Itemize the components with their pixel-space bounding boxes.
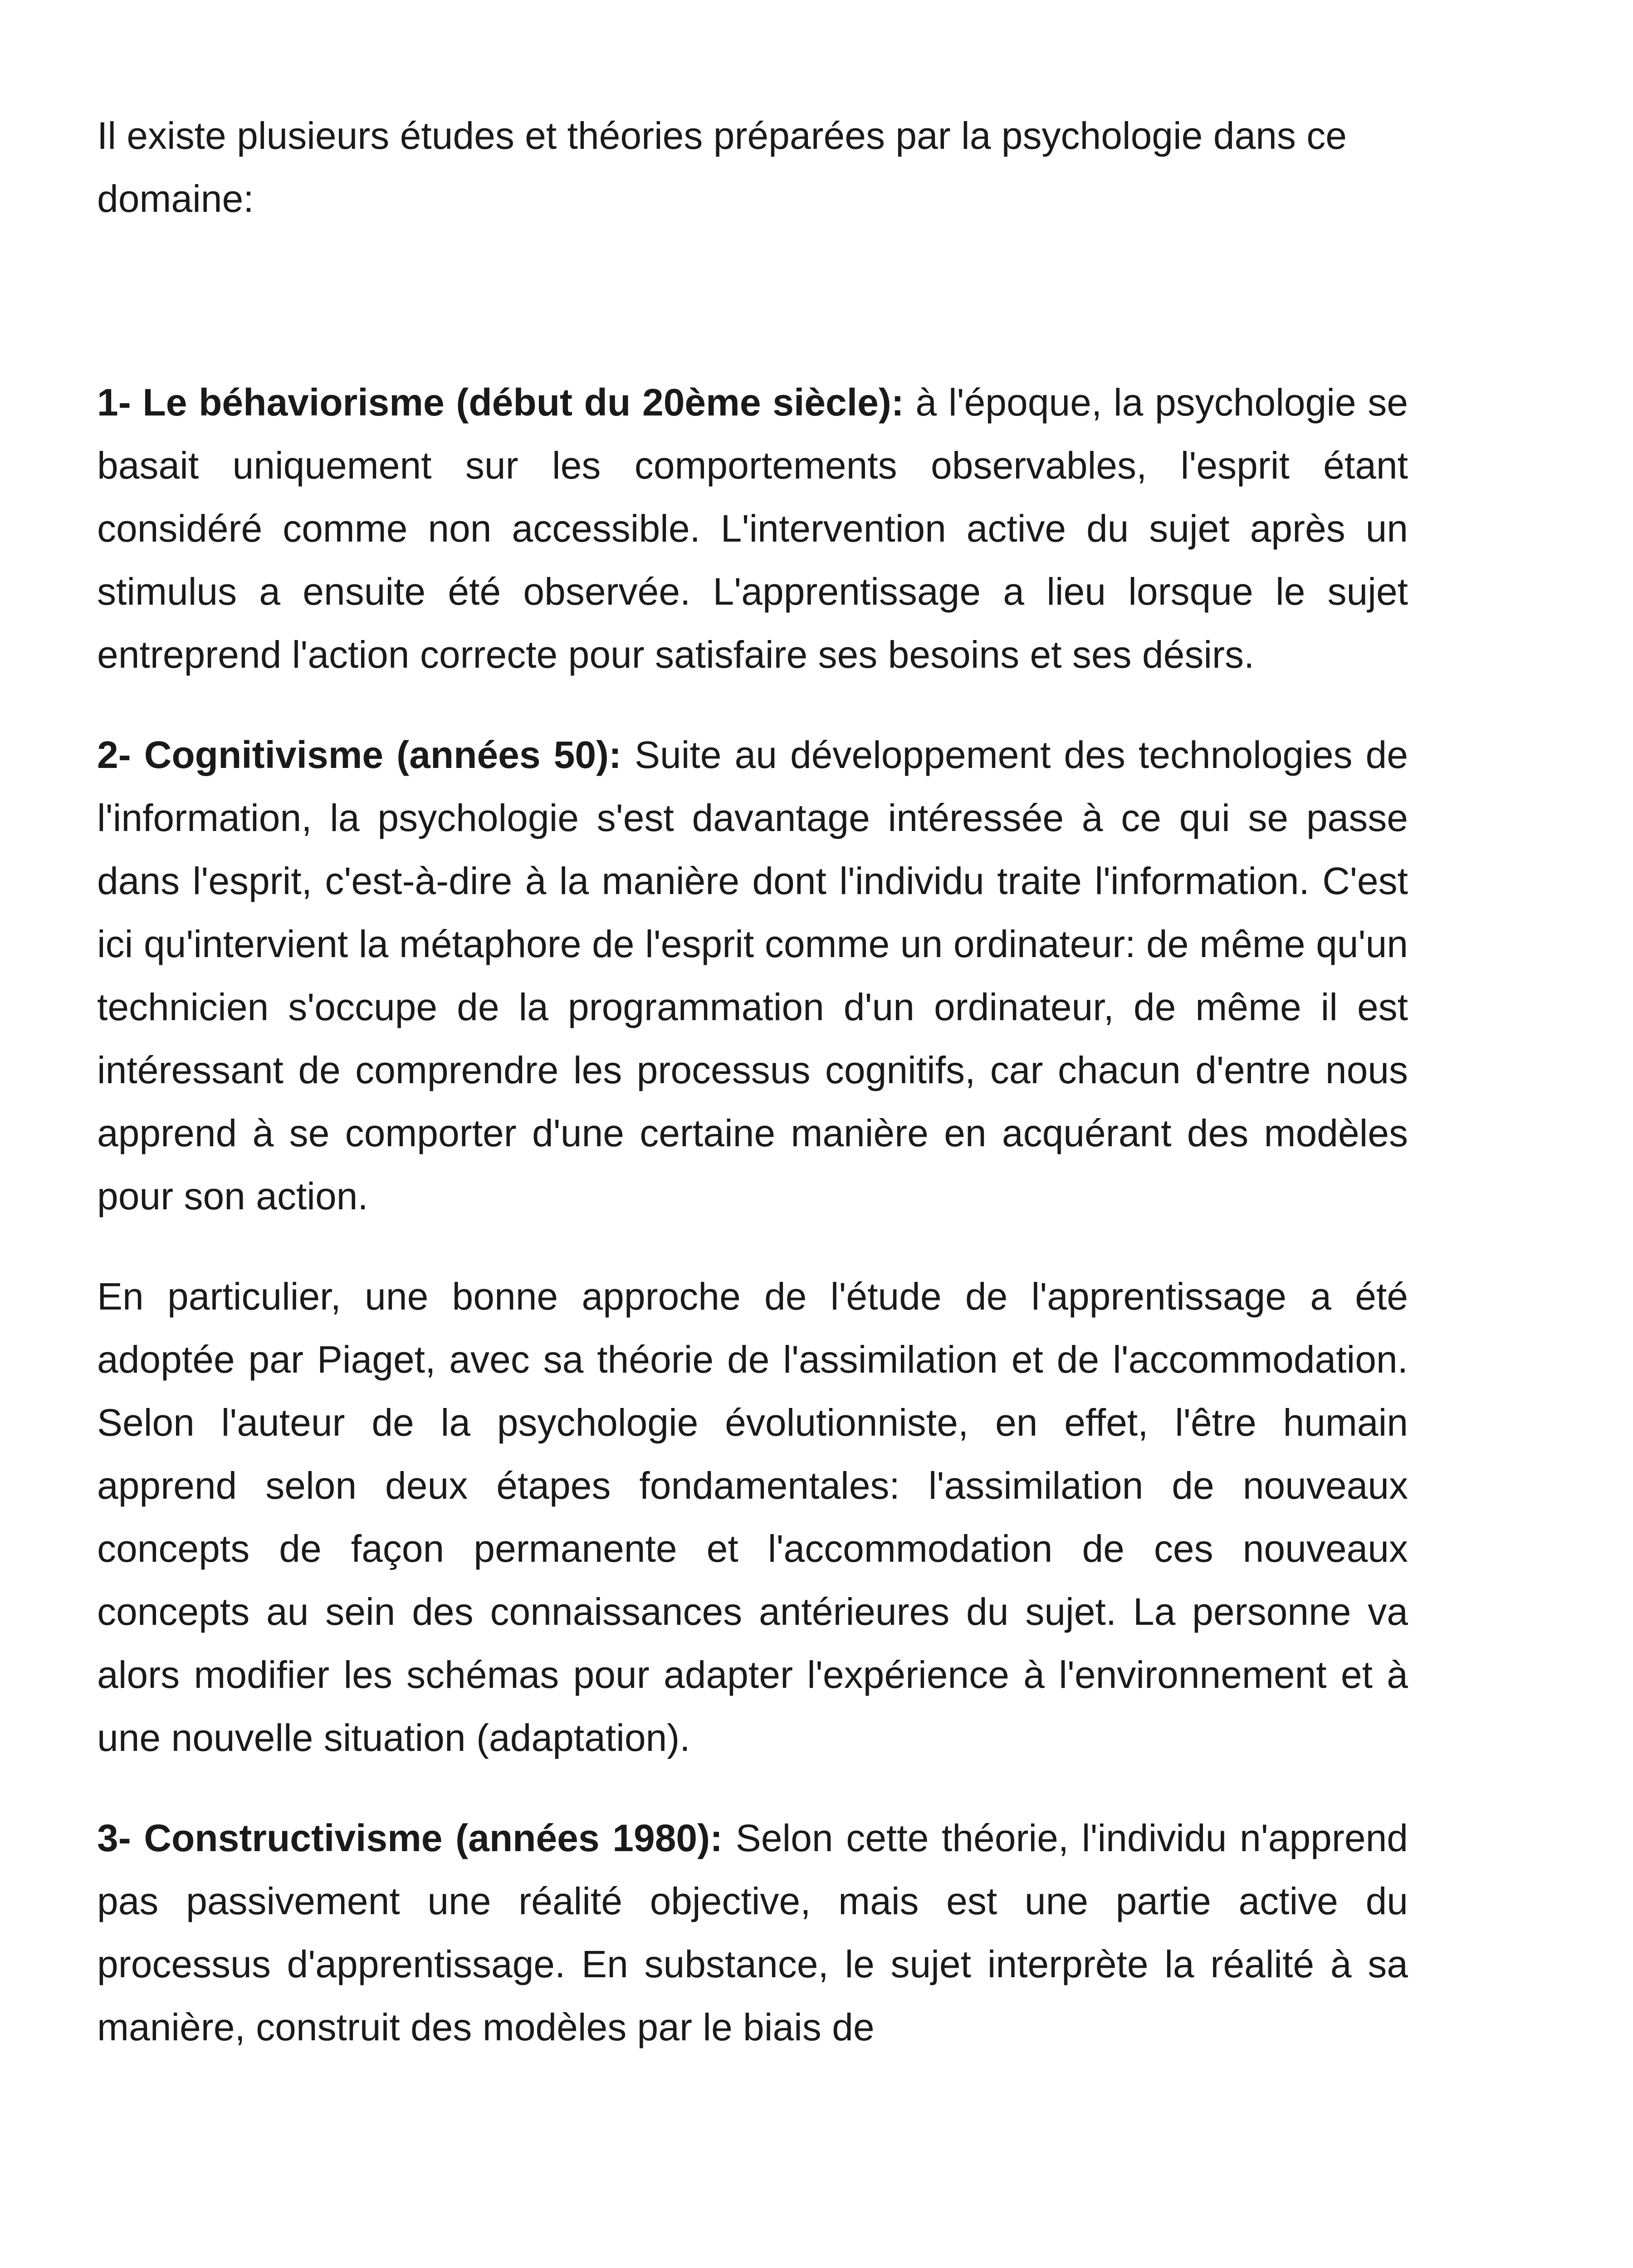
section-constructivism	[97, 1807, 1408, 2059]
document-page	[97, 104, 1408, 2096]
section-text: Selon cette théorie, l'individu n'apprend pas passivement une réalité objective, mais est une partie active du processus d'apprentissage. En substance, le sujet interprète la réalité à sa manière, construit des modèles par le biais de	[97, 1817, 1408, 2048]
section-cognitivism	[97, 723, 1408, 1228]
section-heading: 2- Cognitivisme (années 50):	[97, 733, 622, 776]
section-heading: 1- Le béhaviorisme (début du 20ème siècle):	[97, 381, 904, 424]
section-text: à l'époque, la psychologie se basait uniquement sur les comportements observables, l'esprit étant considéré comme non accessible. L'intervention active du sujet après un stimulus a ensuite été observée. L'apprentissage a lieu lorsque le sujet entreprend l'action correcte pour satisfaire ses besoins et ses désirs.	[97, 381, 1408, 676]
intro-paragraph: Il existe plusieurs études et théories préparées par la psychologie dans ce domaine:	[97, 114, 1347, 220]
paragraph-text: En particulier, une bonne approche de l'étude de l'apprentissage a été adoptée par Piaget, avec sa théorie de l'assimilation et de l'accommodation. Selon l'auteur de la psychologie évolutionniste, en effet, l'être humain apprend selon deux étapes fondamentales: l'assimilation de nouveaux concepts de façon permanente et l'accommodation de ces nouveaux concepts au sein des connaissances antérieures du sujet. La personne va alors modifier les schémas pour adapter l'expérience à l'environnement et à une nouvelle situation (adaptation).	[97, 1275, 1408, 1759]
section-heading: 3- Constructivisme (années 1980):	[97, 1817, 723, 1859]
section-behaviorism	[97, 371, 1408, 686]
paragraph-piaget	[97, 1265, 1408, 1769]
section-text: Suite au développement des technologies de l'information, la psychologie s'est davantage intéressée à ce qui se passe dans l'esprit, c'est-à-dire à la manière dont l'individu traite l'information. C'est ici qu'intervient la métaphore de l'esprit comme un ordinateur: de même qu'un technicien s'occupe de la programmation d'un ordinateur, de même il est intéressant de comprendre les processus cognitifs, car chacun d'entre nous apprend à se comporter d'une certaine manière en acquérant des modèles pour son action.	[97, 733, 1408, 1217]
